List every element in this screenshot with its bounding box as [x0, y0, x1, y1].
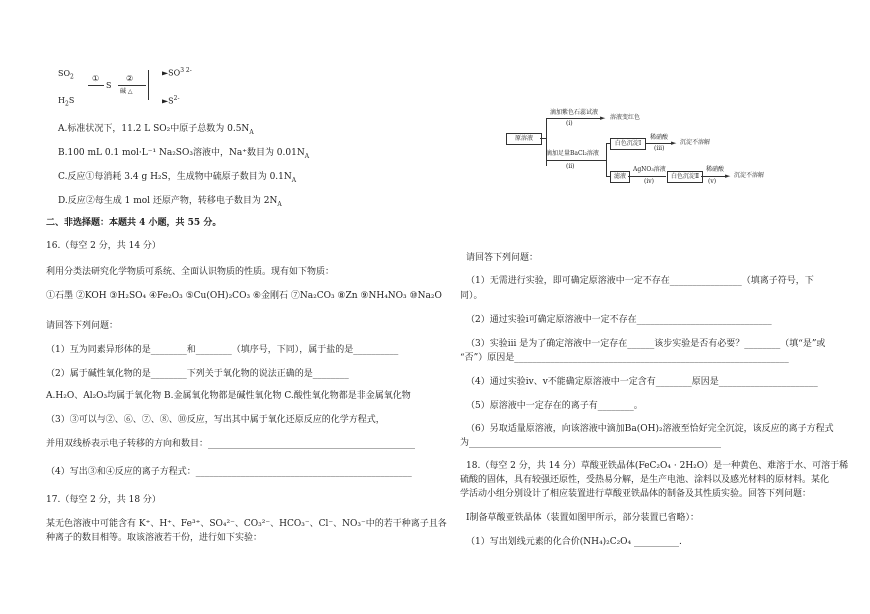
sulfur-label: S — [106, 81, 112, 90]
q17-heading: 17.（每空 2 分，共 18 分） — [46, 495, 161, 505]
q17-part6: （6）另取适量原溶液，向该溶液中滴加Ba(OH)₂溶液至恰好完全沉淀，该反应的离子方程式 — [466, 424, 834, 434]
flow-acid-2-arrow — [701, 176, 727, 177]
q17-intro-line1: 某无色溶液中可能含有 K⁺、H⁺、Fe³⁺、SO₄²⁻、CO₃²⁻、HCO₃⁻、Cl⁻、NO₃⁻中的若干种离子且各 — [46, 519, 447, 529]
q17-part2: （2）通过实验ⅰ可确定原溶液中一定不存在______________________________ — [466, 315, 772, 325]
option-c: C.反应①每消耗 3.4 g H₂S，生成物中硫原子数目为 $0.1N_A$ — [58, 172, 297, 184]
q18-part1-heading: Ⅰ制备草酸亚铁晶体（装置如图甲所示，部分装置已省略）： — [466, 513, 700, 523]
flow-top-step: (i) — [566, 120, 573, 127]
flow-filtrate: 滤液 — [610, 171, 630, 183]
q16-part1: （1）互为同素异形体的是________和________（填序号，下同），属于盐的是__________ — [46, 345, 399, 355]
section-2-heading: 二、非选择题：本题共 4 小题，共 55 分。 — [46, 218, 222, 228]
flow-step-4: (iv) — [644, 178, 654, 185]
flow-top-result: 溶液变红色 — [610, 114, 641, 121]
flow-agno3-arrow — [628, 176, 666, 177]
flow-mid-line — [546, 160, 606, 161]
q16-part2: （2）属于碱性氧化物的是________下列关于氧化物的说法正确的是________ — [46, 369, 349, 379]
q16-intro: 利用分类法研究化学物质可系统、全面认识物质的性质。现有如下物质： — [46, 267, 335, 277]
right-ask: 请回答下列问题： — [466, 253, 539, 263]
flow-branch-line — [546, 118, 547, 166]
flow-original-solution: 原溶液 — [506, 133, 542, 145]
so3-label: $►SO^{3 2-}$ — [162, 67, 192, 78]
step1-arrow — [88, 85, 104, 86]
flow-acid-1: 稀硝酸 — [650, 134, 669, 141]
h2s-label: $H_2S$ — [58, 96, 75, 108]
flow-agno3: AgNO₃溶液 — [633, 166, 666, 173]
condition-label: 碱 △ — [120, 88, 133, 95]
arrow-head-icon: ► — [725, 172, 731, 180]
flow-step-3: (iii) — [654, 145, 665, 152]
so2-label: $SO_2$ — [58, 69, 74, 81]
s2-label: $►S^{2-}$ — [162, 95, 180, 106]
flow-split-line — [606, 143, 607, 176]
step2-label: ② — [126, 74, 134, 83]
flow-acid-1-arrow — [645, 143, 673, 144]
q16-part3: （3）③可以与②、⑥、⑦、⑧、⑩反应，写出其中属于氧化还原反应的化学方程式， — [46, 415, 385, 425]
option-d: D.反应②每生成 1 mol 还原产物，转移电子数目为 $2N_A$ — [58, 196, 282, 208]
q18-line2: 硫酸的固体，具有较强还原性，受热易分解，是生产电池、涂料以及感光材料的原材料。某化 — [460, 475, 830, 485]
q17-part3b: “否”）原因是_____________________________________________________________ — [460, 353, 789, 363]
q16-part3b: 并用双线桥表示电子转移的方向和数目：______________________________________________ — [46, 439, 416, 449]
q18-heading: 18.（每空 2 分，共 14 分）草酸亚铁晶体(FeC₂O₄ · 2H₂O）是一种黄色、难溶于水、可溶于稀 — [466, 461, 849, 471]
arrow-head-icon: ► — [600, 114, 606, 122]
q17-part6b: 为________________________________________________________ — [460, 438, 722, 448]
flow-mid-reagent: 滴加足量BaCl₂溶液 — [546, 150, 599, 157]
flow-mid-step: (ii) — [566, 163, 575, 170]
q17-part1b: 同）。 — [460, 291, 483, 301]
q18-part1-q1: （1）写出划线元素的化合价(NH₄)₂C₂O₄ __________. — [466, 537, 682, 547]
flow-top-reagent: 滴加紫色石蕊试液 — [550, 109, 599, 116]
q16-heading: 16.（每空 2 分，共 14 分） — [46, 241, 161, 251]
flow-acid-2: 稀硝酸 — [706, 166, 725, 173]
flow-top-arrow — [546, 118, 602, 119]
branch-line — [148, 70, 149, 100]
flow-white-precipitate-1: 白色沉淀Ⅰ — [610, 138, 646, 150]
flow-white-precipitate-2: 白色沉淀Ⅱ — [667, 171, 703, 183]
q16-ask: 请回答下列问题： — [46, 321, 119, 331]
flow-result-2: 沉淀不溶解 — [734, 172, 765, 179]
q16-part2-options: A.H₂O、Al₂O₃均属于氧化物 B.金属氧化物都是碱性氧化物 C.酸性氧化物都是非金属氧化物 — [46, 391, 411, 401]
q17-part1: （1）无需进行实验，即可确定原溶液中一定不存在________________（填离子符号，下 — [466, 276, 814, 286]
option-a: A.标准状况下，11.2 L SO₂中原子总数为 $0.5N_A$ — [58, 124, 254, 136]
q17-part5: （5）原溶液中一定存在的离子有________。 — [466, 401, 643, 411]
q17-part4: （4）通过实验ⅳ、ⅴ不能确定原溶液中一定含有________原因是______________________ — [466, 377, 818, 387]
option-b: B.100 mL 0.1 mol·L⁻¹ Na₂SO₃溶液中，Na⁺数目为 $0.01N_A$ — [58, 148, 310, 160]
step1-label: ① — [92, 74, 100, 83]
flow-step-5: (v) — [708, 178, 717, 185]
arrow-head-icon: ► — [671, 139, 677, 147]
q17-intro-line2: 种离子的数目相等。取该溶液若干份，进行如下实验： — [46, 533, 263, 543]
q18-line3: 学活动小组分别设计了相应装置进行草酸亚铁晶体的制备及其性质实验。回答下列问题： — [460, 489, 812, 499]
q16-part4: （4）写出③和④反应的离子方程式：________________________________________________ — [46, 467, 412, 477]
flow-result-1: 沉淀不溶解 — [680, 139, 711, 146]
q16-substance-list: ①石墨 ②KOH ③H₂SO₄ ④Fe₂O₃ ⑤Cu(OH)₂CO₃ ⑥金刚石 ⑦Na₂CO₃ ⑧Zn ⑨NH₄NO₃ ⑩Na₂O — [46, 291, 442, 301]
step2-arrow — [118, 85, 146, 86]
q17-part3: （3）实验ⅲ 是为了确定溶液中一定存在______该步实验是否有必要？________（填“是”或 — [466, 339, 826, 349]
